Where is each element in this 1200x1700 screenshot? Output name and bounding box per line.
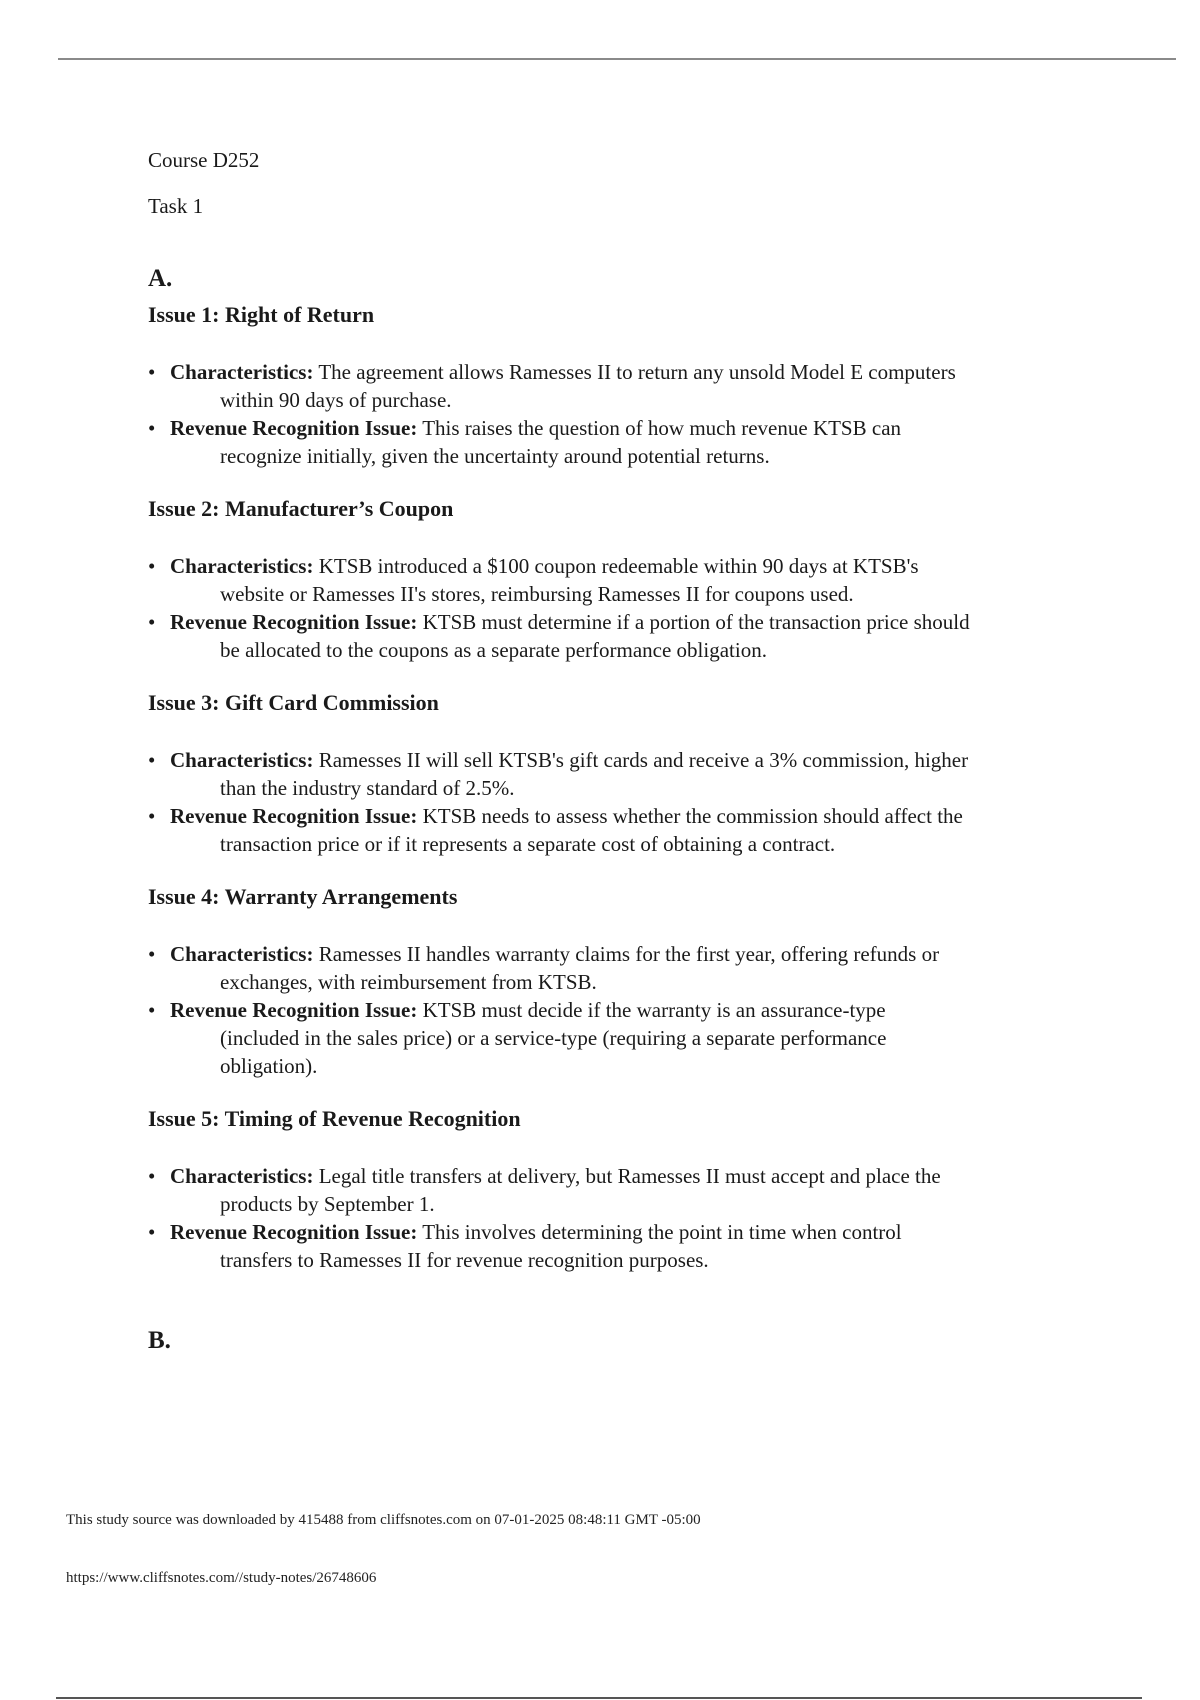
bullet-icon: • [148, 748, 156, 772]
issue-3-heading: Issue 3: Gift Card Commission [148, 690, 439, 715]
issue-2-characteristics: • Characteristics: KTSB introduced a $100 coupon redeemable within 90 days at KTSB's website or Ramesses II's stores, reimbursing Ramesses II for coupons used. [148, 554, 919, 606]
source-url[interactable]: https://www.cliffsnotes.com//study-notes/26748606 [66, 1570, 377, 1586]
document-body [148, 146, 1098, 1356]
bottom-divider [56, 1697, 1142, 1699]
bullet-icon: • [148, 360, 156, 384]
bullet-icon: • [148, 942, 156, 966]
bullet-icon: • [148, 998, 156, 1022]
issue-3-characteristics: • Characteristics: Ramesses II will sell KTSB's gift cards and receive a 3% commission, higher than the industry standard of 2.5%. [148, 748, 969, 800]
bullet-icon: • [148, 1220, 156, 1244]
issue-2-heading: Issue 2: Manufacturer’s Coupon [148, 496, 454, 521]
issue-3-revenue-recognition: • Revenue Recognition Issue: KTSB needs to assess whether the commission should affect the transaction price or if it represents a separate cost of obtaining a contract. [148, 804, 963, 856]
issue-1-list [148, 358, 1098, 470]
download-source-note: This study source was downloaded by 415488 from cliffsnotes.com on 07-01-2025 08:48:11 GMT -05:00 [66, 1512, 701, 1528]
issue-4-characteristics: • Characteristics: Ramesses II handles warranty claims for the first year, offering refunds or exchanges, with reimbursement from KTSB. [148, 942, 940, 994]
bullet-icon: • [148, 416, 156, 440]
section-a-heading: A. [148, 265, 173, 292]
top-divider [58, 58, 1176, 60]
issue-5-list [148, 1162, 1098, 1274]
task-label: Task 1 [148, 194, 204, 218]
issue-4-list [148, 940, 1098, 1080]
issue-2-revenue-recognition: • Revenue Recognition Issue: KTSB must determine if a portion of the transaction price should be allocated to the coupons as a separate performance obligation. [148, 610, 970, 662]
issue-5-characteristics: • Characteristics: Legal title transfers at delivery, but Ramesses II must accept and place the products by September 1. [148, 1164, 941, 1216]
bullet-icon: • [148, 1164, 156, 1188]
issue-4-revenue-recognition: • Revenue Recognition Issue: KTSB must decide if the warranty is an assurance-type (included in the sales price) or a service-type (requiring a separate performance obligation). [148, 998, 887, 1078]
issue-1-characteristics: • Characteristics: The agreement allows Ramesses II to return any unsold Model E computers within 90 days of purchase. [148, 360, 956, 412]
bullet-icon: • [148, 804, 156, 828]
issue-1-revenue-recognition: • Revenue Recognition Issue: This raises the question of how much revenue KTSB can recognize initially, given the uncertainty around potential returns. [148, 416, 902, 468]
bullet-icon: • [148, 610, 156, 634]
issue-5-revenue-recognition: • Revenue Recognition Issue: This involves determining the point in time when control transfers to Ramesses II for revenue recognition purposes. [148, 1220, 902, 1272]
issue-1-heading: Issue 1: Right of Return [148, 302, 375, 327]
issue-4-heading: Issue 4: Warranty Arrangements [148, 884, 458, 909]
issue-2-list [148, 552, 1098, 664]
issue-5-heading: Issue 5: Timing of Revenue Recognition [148, 1106, 521, 1131]
bullet-icon: • [148, 554, 156, 578]
course-label: Course D252 [148, 148, 260, 172]
issue-3-list [148, 746, 1098, 858]
section-b-heading: B. [148, 1327, 171, 1354]
